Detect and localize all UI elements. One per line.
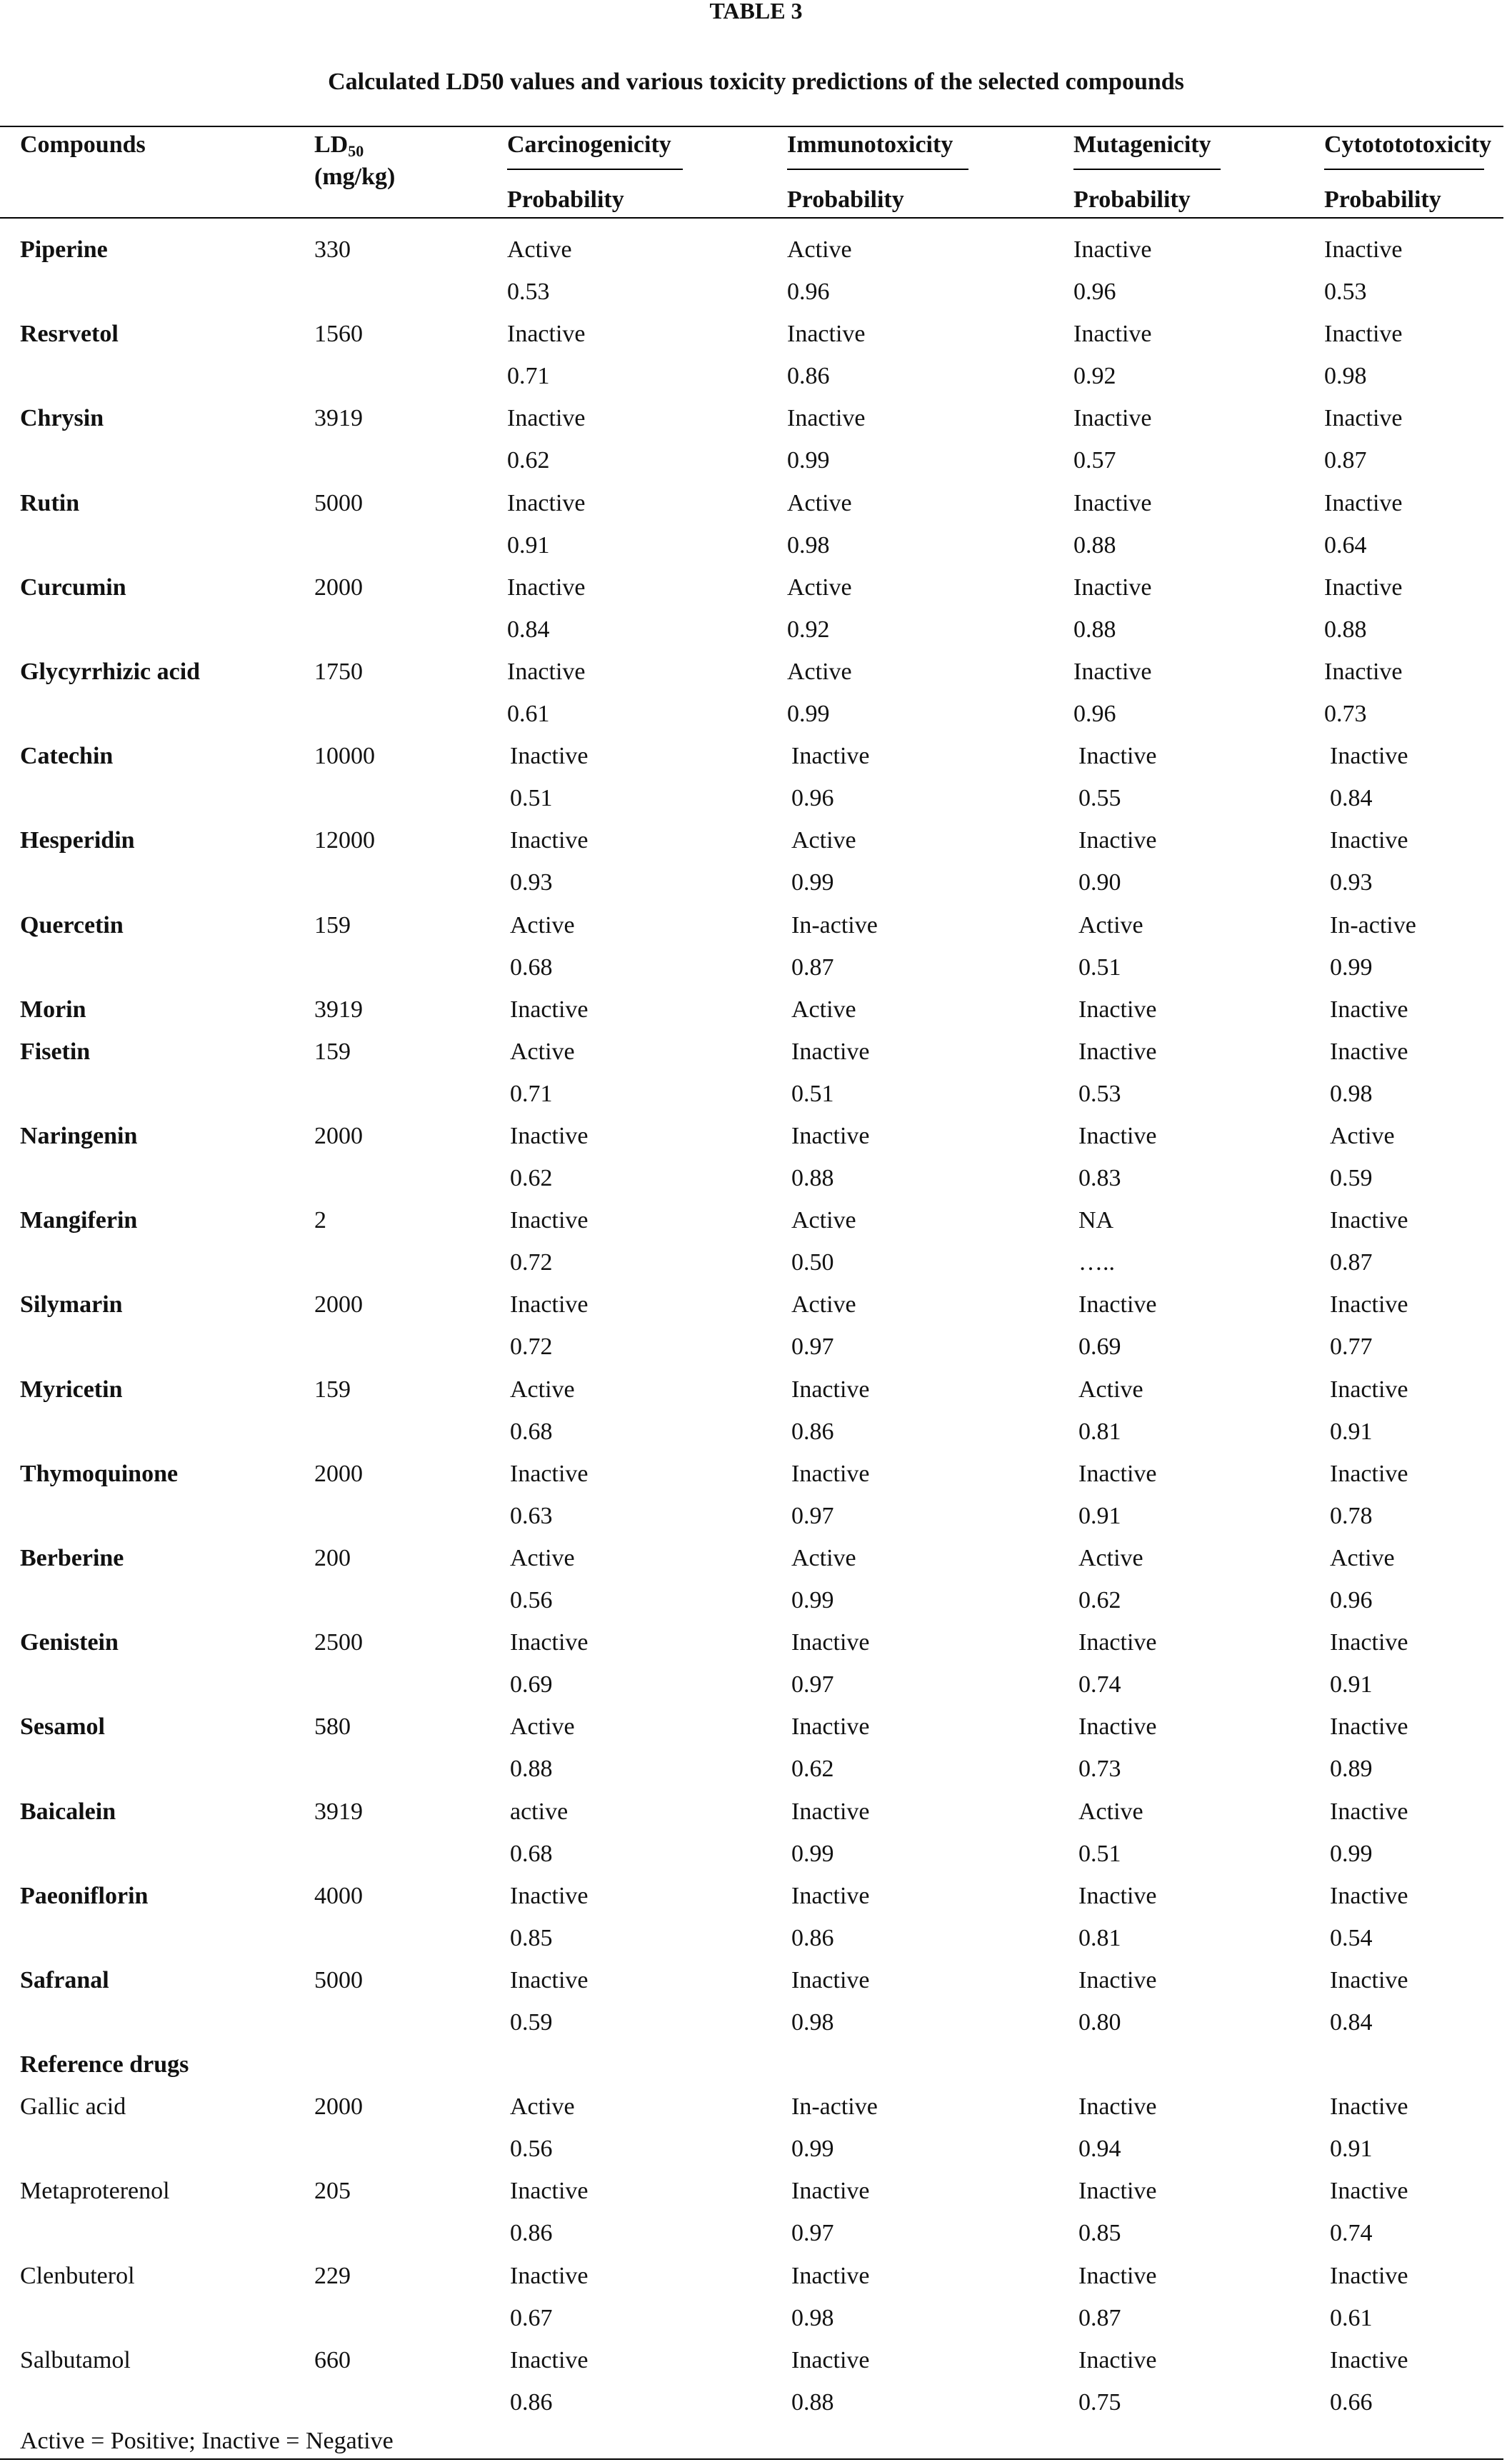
compound-name: Salbutamol <box>20 2346 131 2373</box>
ld50-value: 2000 <box>314 574 363 601</box>
compound-name: Quercetin <box>20 911 124 939</box>
immu-probability: 0.62 <box>791 1756 834 1783</box>
muta-prediction: Inactive <box>1078 1038 1157 1065</box>
ld50-value: 12000 <box>314 827 375 854</box>
carc-prediction: active <box>510 1798 569 1825</box>
immu-prediction: Active <box>791 996 856 1023</box>
ld50-value: 229 <box>314 2262 351 2289</box>
carc-probability: 0.62 <box>510 1165 553 1191</box>
cyto-prediction: Inactive <box>1330 2093 1408 2121</box>
cyto-probability: 0.98 <box>1324 363 1367 390</box>
carc-prediction: Inactive <box>510 1629 589 1656</box>
cyto-probability: 0.78 <box>1330 1502 1373 1529</box>
immu-probability: 0.88 <box>791 2388 834 2416</box>
carc-probability: 0.59 <box>510 2009 553 2036</box>
header-ld50-sub: 50 <box>348 142 364 160</box>
compound-name: Gallic acid <box>20 2093 126 2121</box>
immu-prediction: Active <box>787 236 852 263</box>
ld50-value: 580 <box>314 1713 351 1741</box>
carc-prediction: Inactive <box>510 827 589 854</box>
immunotoxicity-underline <box>787 169 968 170</box>
ld50-value: 2 <box>314 1207 326 1234</box>
cyto-probability: 0.54 <box>1330 1924 1373 1951</box>
immu-prediction: Inactive <box>791 1460 870 1487</box>
muta-probability: ….. <box>1078 1249 1115 1276</box>
compound-name: Silymarin <box>20 1291 123 1318</box>
immu-probability: 0.99 <box>787 701 830 727</box>
ld50-value: 159 <box>314 1376 351 1403</box>
immu-probability: 0.99 <box>791 869 834 896</box>
carc-prediction: Inactive <box>510 2346 589 2373</box>
cyto-prediction: Inactive <box>1330 1038 1408 1065</box>
cyto-prediction: Inactive <box>1324 574 1403 601</box>
compound-name: Thymoquinone <box>20 1460 179 1487</box>
cyto-prediction: Inactive <box>1330 827 1408 854</box>
muta-probability: 0.90 <box>1078 869 1121 896</box>
cyto-probability: 0.84 <box>1330 785 1373 812</box>
immu-probability: 0.98 <box>791 2009 834 2036</box>
ld50-value: 4000 <box>314 1882 363 1909</box>
header-bottom-rule <box>0 217 1503 219</box>
table-caption: Calculated LD50 values and various toxicity predictions of the selected compounds <box>328 69 1184 95</box>
cyto-prediction: Active <box>1330 1545 1395 1571</box>
ld50-value: 10000 <box>314 743 375 770</box>
immu-prediction: Inactive <box>791 1882 870 1909</box>
muta-probability: 0.92 <box>1073 363 1116 390</box>
carc-probability: 0.67 <box>510 2304 553 2331</box>
muta-probability: 0.69 <box>1078 1333 1121 1361</box>
muta-probability: 0.51 <box>1078 954 1121 981</box>
cyto-probability: 0.99 <box>1330 954 1373 981</box>
muta-prediction: Inactive <box>1078 827 1157 854</box>
carc-prediction: Active <box>510 911 575 939</box>
carc-probability: 0.63 <box>510 1502 553 1529</box>
compound-name: Morin <box>20 996 86 1023</box>
muta-prediction: Inactive <box>1073 236 1152 263</box>
immu-probability: 0.88 <box>791 1165 834 1191</box>
immu-prediction: Inactive <box>791 1123 870 1149</box>
compound-name: Sesamol <box>20 1713 105 1741</box>
carc-probability: 0.72 <box>510 1249 553 1276</box>
carc-prediction: Inactive <box>510 1291 589 1318</box>
carc-prediction: Inactive <box>510 743 589 770</box>
ld50-value: 200 <box>314 1545 351 1571</box>
immu-probability: 0.97 <box>791 1671 834 1698</box>
cyto-probability: 0.91 <box>1330 1671 1373 1698</box>
immu-prediction: Inactive <box>791 743 870 770</box>
immu-probability: 0.97 <box>791 2220 834 2247</box>
immu-probability: 0.96 <box>791 785 834 812</box>
compound-name: Catechin <box>20 743 114 770</box>
muta-probability: 0.94 <box>1078 2136 1121 2163</box>
muta-probability: 0.83 <box>1078 1165 1121 1191</box>
immu-prediction: Inactive <box>791 1376 870 1403</box>
carcinogenicity-underline <box>507 169 683 170</box>
immu-probability: 0.99 <box>787 447 830 474</box>
ld50-value: 2000 <box>314 2093 363 2121</box>
ld50-value: 205 <box>314 2178 351 2205</box>
carc-probability: 0.72 <box>510 1333 553 1361</box>
compound-name: Resrvetol <box>20 321 119 348</box>
cyto-prediction: Inactive <box>1330 2262 1408 2289</box>
immu-prediction: Active <box>787 574 852 601</box>
ld50-value: 1560 <box>314 321 363 348</box>
muta-prediction: Inactive <box>1078 1291 1157 1318</box>
muta-prediction: Inactive <box>1073 659 1152 685</box>
cyto-probability: 0.91 <box>1330 1418 1373 1445</box>
muta-prediction: NA <box>1078 1207 1114 1234</box>
header-cytotoxicity: Cytotototoxicity <box>1324 131 1492 158</box>
cyto-prediction: Inactive <box>1330 1460 1408 1487</box>
mutagenicity-probability-label: Probability <box>1073 186 1191 213</box>
carc-prediction: Inactive <box>507 659 586 685</box>
muta-probability: 0.55 <box>1078 785 1121 812</box>
carc-probability: 0.71 <box>507 363 550 390</box>
compound-name: Fisetin <box>20 1038 91 1065</box>
carc-prediction: Inactive <box>510 996 589 1023</box>
cyto-prediction: Inactive <box>1330 1291 1408 1318</box>
muta-probability: 0.80 <box>1078 2009 1121 2036</box>
compound-name: Rutin <box>20 489 80 516</box>
carc-probability: 0.85 <box>510 1924 553 1951</box>
muta-prediction: Inactive <box>1073 489 1152 516</box>
ld50-value: 2000 <box>314 1123 363 1149</box>
cyto-probability: 0.89 <box>1330 1756 1373 1783</box>
immu-probability: 0.97 <box>791 1333 834 1361</box>
carc-prediction: Inactive <box>510 1207 589 1234</box>
muta-prediction: Inactive <box>1078 1460 1157 1487</box>
cytotoxicity-probability-label: Probability <box>1324 186 1441 213</box>
ld50-value: 2500 <box>314 1629 363 1656</box>
immu-prediction: Inactive <box>791 1967 870 1993</box>
muta-probability: 0.85 <box>1078 2220 1121 2247</box>
immu-prediction: Inactive <box>791 2346 870 2373</box>
immu-probability: 0.51 <box>791 1080 834 1107</box>
compound-name: Naringenin <box>20 1123 138 1149</box>
immu-prediction: Inactive <box>791 1798 870 1825</box>
cyto-prediction: Inactive <box>1330 1967 1408 1993</box>
cyto-prediction: Inactive <box>1324 321 1403 348</box>
immu-probability: 0.86 <box>791 1418 834 1445</box>
immu-prediction: Active <box>787 659 852 685</box>
cyto-prediction: Inactive <box>1330 743 1408 770</box>
cyto-probability: 0.87 <box>1324 447 1367 474</box>
muta-prediction: Inactive <box>1078 2346 1157 2373</box>
compound-name: Chrysin <box>20 405 104 432</box>
immu-probability: 0.86 <box>787 363 830 390</box>
cyto-probability: 0.66 <box>1330 2388 1373 2416</box>
carc-prediction: Active <box>510 1545 575 1571</box>
immu-probability: 0.86 <box>791 1924 834 1951</box>
immu-prediction: Inactive <box>791 1629 870 1656</box>
muta-prediction: Inactive <box>1078 2093 1157 2121</box>
muta-probability: 0.88 <box>1073 616 1116 643</box>
carc-probability: 0.86 <box>510 2220 553 2247</box>
compound-name: Paeoniflorin <box>20 1882 149 1909</box>
cyto-prediction: Inactive <box>1324 236 1403 263</box>
ld50-value: 159 <box>314 1038 351 1065</box>
compound-name: Genistein <box>20 1629 119 1656</box>
immu-probability: 0.99 <box>791 1840 834 1867</box>
carc-probability: 0.86 <box>510 2388 553 2416</box>
ld50-value: 3919 <box>314 1798 363 1825</box>
cyto-prediction: Inactive <box>1330 1882 1408 1909</box>
carc-prediction: Active <box>510 1713 575 1741</box>
muta-prediction: Inactive <box>1078 1882 1157 1909</box>
muta-probability: 0.81 <box>1078 1418 1121 1445</box>
immu-prediction: In-active <box>791 2093 878 2121</box>
carc-prediction: Active <box>510 1038 575 1065</box>
header-mutagenicity: Mutagenicity <box>1073 131 1211 158</box>
muta-probability: 0.51 <box>1078 1840 1121 1867</box>
table-footnote: Active = Positive; Inactive = Negative <box>20 2428 394 2454</box>
muta-prediction: Active <box>1078 1798 1143 1825</box>
immu-prediction: Inactive <box>791 1038 870 1065</box>
header-immunotoxicity: Immunotoxicity <box>787 131 953 158</box>
header-ld50-unit: (mg/kg) <box>314 164 396 190</box>
muta-prediction: Inactive <box>1078 1967 1157 1993</box>
immu-prediction: Active <box>791 1545 856 1571</box>
immu-probability: 0.50 <box>791 1249 834 1276</box>
cyto-prediction: Inactive <box>1330 1629 1408 1656</box>
carc-prediction: Active <box>510 2093 575 2121</box>
immu-probability: 0.96 <box>787 279 830 305</box>
compound-name: Berberine <box>20 1545 124 1571</box>
carc-prediction: Inactive <box>507 405 586 432</box>
muta-probability: 0.96 <box>1073 279 1116 305</box>
ld50-value: 330 <box>314 236 351 263</box>
muta-prediction: Inactive <box>1078 1123 1157 1149</box>
muta-probability: 0.91 <box>1078 1502 1121 1529</box>
compound-name: Piperine <box>20 236 108 263</box>
carc-probability: 0.62 <box>507 447 550 474</box>
muta-prediction: Inactive <box>1078 1629 1157 1656</box>
cyto-prediction: Inactive <box>1324 489 1403 516</box>
compound-name: Glycyrrhizic acid <box>20 659 201 685</box>
cyto-prediction: Inactive <box>1330 1713 1408 1741</box>
compound-name: Mangiferin <box>20 1207 138 1234</box>
compound-name: Myricetin <box>20 1376 123 1403</box>
muta-prediction: Inactive <box>1078 1713 1157 1741</box>
muta-prediction: Inactive <box>1078 996 1157 1023</box>
ld50-value: 3919 <box>314 405 363 432</box>
immu-prediction: Inactive <box>791 2178 870 2205</box>
carc-prediction: Inactive <box>510 1123 589 1149</box>
carc-probability: 0.56 <box>510 2136 553 2163</box>
ld50-value: 1750 <box>314 659 363 685</box>
muta-probability: 0.57 <box>1073 447 1116 474</box>
cyto-prediction: Inactive <box>1330 2346 1408 2373</box>
cyto-prediction: Inactive <box>1330 2178 1408 2205</box>
cyto-probability: 0.77 <box>1330 1333 1373 1361</box>
immu-probability: 0.92 <box>787 616 830 643</box>
cyto-probability: 0.59 <box>1330 1165 1373 1191</box>
immu-prediction: Active <box>791 827 856 854</box>
cyto-probability: 0.84 <box>1330 2009 1373 2036</box>
cyto-probability: 0.91 <box>1330 2136 1373 2163</box>
muta-prediction: Inactive <box>1078 743 1157 770</box>
carc-prediction: Inactive <box>510 2178 589 2205</box>
immunotoxicity-probability-label: Probability <box>787 186 904 213</box>
immu-probability: 0.98 <box>791 2304 834 2331</box>
cyto-probability: 0.61 <box>1330 2304 1373 2331</box>
table-bottom-rule <box>0 2458 1503 2460</box>
carc-probability: 0.93 <box>510 869 553 896</box>
cyto-probability: 0.73 <box>1324 701 1367 727</box>
muta-probability: 0.74 <box>1078 1671 1121 1698</box>
carc-probability: 0.53 <box>507 279 550 305</box>
reference-drugs-heading: Reference drugs <box>20 2051 189 2078</box>
compound-name: Baicalein <box>20 1798 116 1825</box>
immu-prediction: Inactive <box>787 405 866 432</box>
mutagenicity-underline <box>1073 169 1221 170</box>
header-compounds: Compounds <box>20 131 146 158</box>
carc-probability: 0.88 <box>510 1756 553 1783</box>
immu-prediction: Active <box>791 1207 856 1234</box>
muta-prediction: Inactive <box>1073 405 1152 432</box>
carc-probability: 0.68 <box>510 1418 553 1445</box>
immu-probability: 0.99 <box>791 2136 834 2163</box>
compound-name: Clenbuterol <box>20 2262 135 2289</box>
immu-prediction: Inactive <box>787 321 866 348</box>
cyto-probability: 0.74 <box>1330 2220 1373 2247</box>
muta-probability: 0.62 <box>1078 1587 1121 1613</box>
table-top-rule <box>0 126 1503 127</box>
immu-probability: 0.99 <box>791 1587 834 1613</box>
muta-prediction: Active <box>1078 1376 1143 1403</box>
compound-name: Safranal <box>20 1967 109 1993</box>
muta-prediction: Active <box>1078 1545 1143 1571</box>
carc-prediction: Inactive <box>507 321 586 348</box>
carc-probability: 0.71 <box>510 1080 553 1107</box>
carc-probability: 0.84 <box>507 616 550 643</box>
muta-probability: 0.81 <box>1078 1924 1121 1951</box>
cyto-prediction: Active <box>1330 1123 1395 1149</box>
ld50-value: 2000 <box>314 1460 363 1487</box>
carc-probability: 0.68 <box>510 954 553 981</box>
carc-prediction: Inactive <box>507 489 586 516</box>
carc-probability: 0.69 <box>510 1671 553 1698</box>
carc-probability: 0.68 <box>510 1840 553 1867</box>
carc-prediction: Inactive <box>510 1967 589 1993</box>
carc-prediction: Inactive <box>510 1882 589 1909</box>
immu-probability: 0.97 <box>791 1502 834 1529</box>
cyto-prediction: Inactive <box>1330 1207 1408 1234</box>
muta-probability: 0.87 <box>1078 2304 1121 2331</box>
cyto-probability: 0.88 <box>1324 616 1367 643</box>
muta-probability: 0.75 <box>1078 2388 1121 2416</box>
carc-probability: 0.61 <box>507 701 550 727</box>
immu-probability: 0.87 <box>791 954 834 981</box>
cyto-prediction: Inactive <box>1330 1798 1408 1825</box>
cyto-probability: 0.96 <box>1330 1587 1373 1613</box>
ld50-value: 2000 <box>314 1291 363 1318</box>
compound-name: Curcumin <box>20 574 126 601</box>
carc-prediction: Inactive <box>510 2262 589 2289</box>
carc-prediction: Inactive <box>510 1460 589 1487</box>
muta-prediction: Inactive <box>1078 2178 1157 2205</box>
ld50-value: 5000 <box>314 489 363 516</box>
immu-probability: 0.98 <box>787 531 830 559</box>
immu-prediction: Inactive <box>791 1713 870 1741</box>
cyto-prediction: Inactive <box>1330 996 1408 1023</box>
muta-probability: 0.73 <box>1078 1756 1121 1783</box>
cytotoxicity-underline <box>1324 169 1484 170</box>
cyto-prediction: Inactive <box>1330 1376 1408 1403</box>
muta-probability: 0.53 <box>1078 1080 1121 1107</box>
cyto-prediction: In-active <box>1330 911 1416 939</box>
muta-prediction: Inactive <box>1073 321 1152 348</box>
header-carcinogenicity: Carcinogenicity <box>507 131 671 158</box>
compound-name: Metaproterenol <box>20 2178 170 2205</box>
muta-prediction: Inactive <box>1078 2262 1157 2289</box>
cyto-probability: 0.53 <box>1324 279 1367 305</box>
immu-prediction: Active <box>787 489 852 516</box>
immu-prediction: Inactive <box>791 2262 870 2289</box>
carc-probability: 0.51 <box>510 785 553 812</box>
muta-probability: 0.96 <box>1073 701 1116 727</box>
header-ld50-main: LD <box>314 131 349 158</box>
ld50-value: 3919 <box>314 996 363 1023</box>
ld50-value: 5000 <box>314 1967 363 1993</box>
carc-prediction: Inactive <box>507 574 586 601</box>
cyto-prediction: Inactive <box>1324 659 1403 685</box>
muta-prediction: Inactive <box>1073 574 1152 601</box>
cyto-probability: 0.93 <box>1330 869 1373 896</box>
cyto-probability: 0.99 <box>1330 1840 1373 1867</box>
carc-probability: 0.91 <box>507 531 550 559</box>
cyto-prediction: Inactive <box>1324 405 1403 432</box>
table-label: TABLE 3 <box>709 0 803 24</box>
immu-prediction: Active <box>791 1291 856 1318</box>
carcinogenicity-probability-label: Probability <box>507 186 624 213</box>
muta-probability: 0.88 <box>1073 531 1116 559</box>
ld50-value: 159 <box>314 911 351 939</box>
immu-prediction: In-active <box>791 911 878 939</box>
cyto-probability: 0.64 <box>1324 531 1367 559</box>
ld50-value: 660 <box>314 2346 351 2373</box>
cyto-probability: 0.87 <box>1330 1249 1373 1276</box>
carc-probability: 0.56 <box>510 1587 553 1613</box>
carc-prediction: Active <box>507 236 572 263</box>
header-ld50 <box>314 131 364 166</box>
compound-name: Hesperidin <box>20 827 135 854</box>
cyto-probability: 0.98 <box>1330 1080 1373 1107</box>
muta-prediction: Active <box>1078 911 1143 939</box>
carc-prediction: Active <box>510 1376 575 1403</box>
